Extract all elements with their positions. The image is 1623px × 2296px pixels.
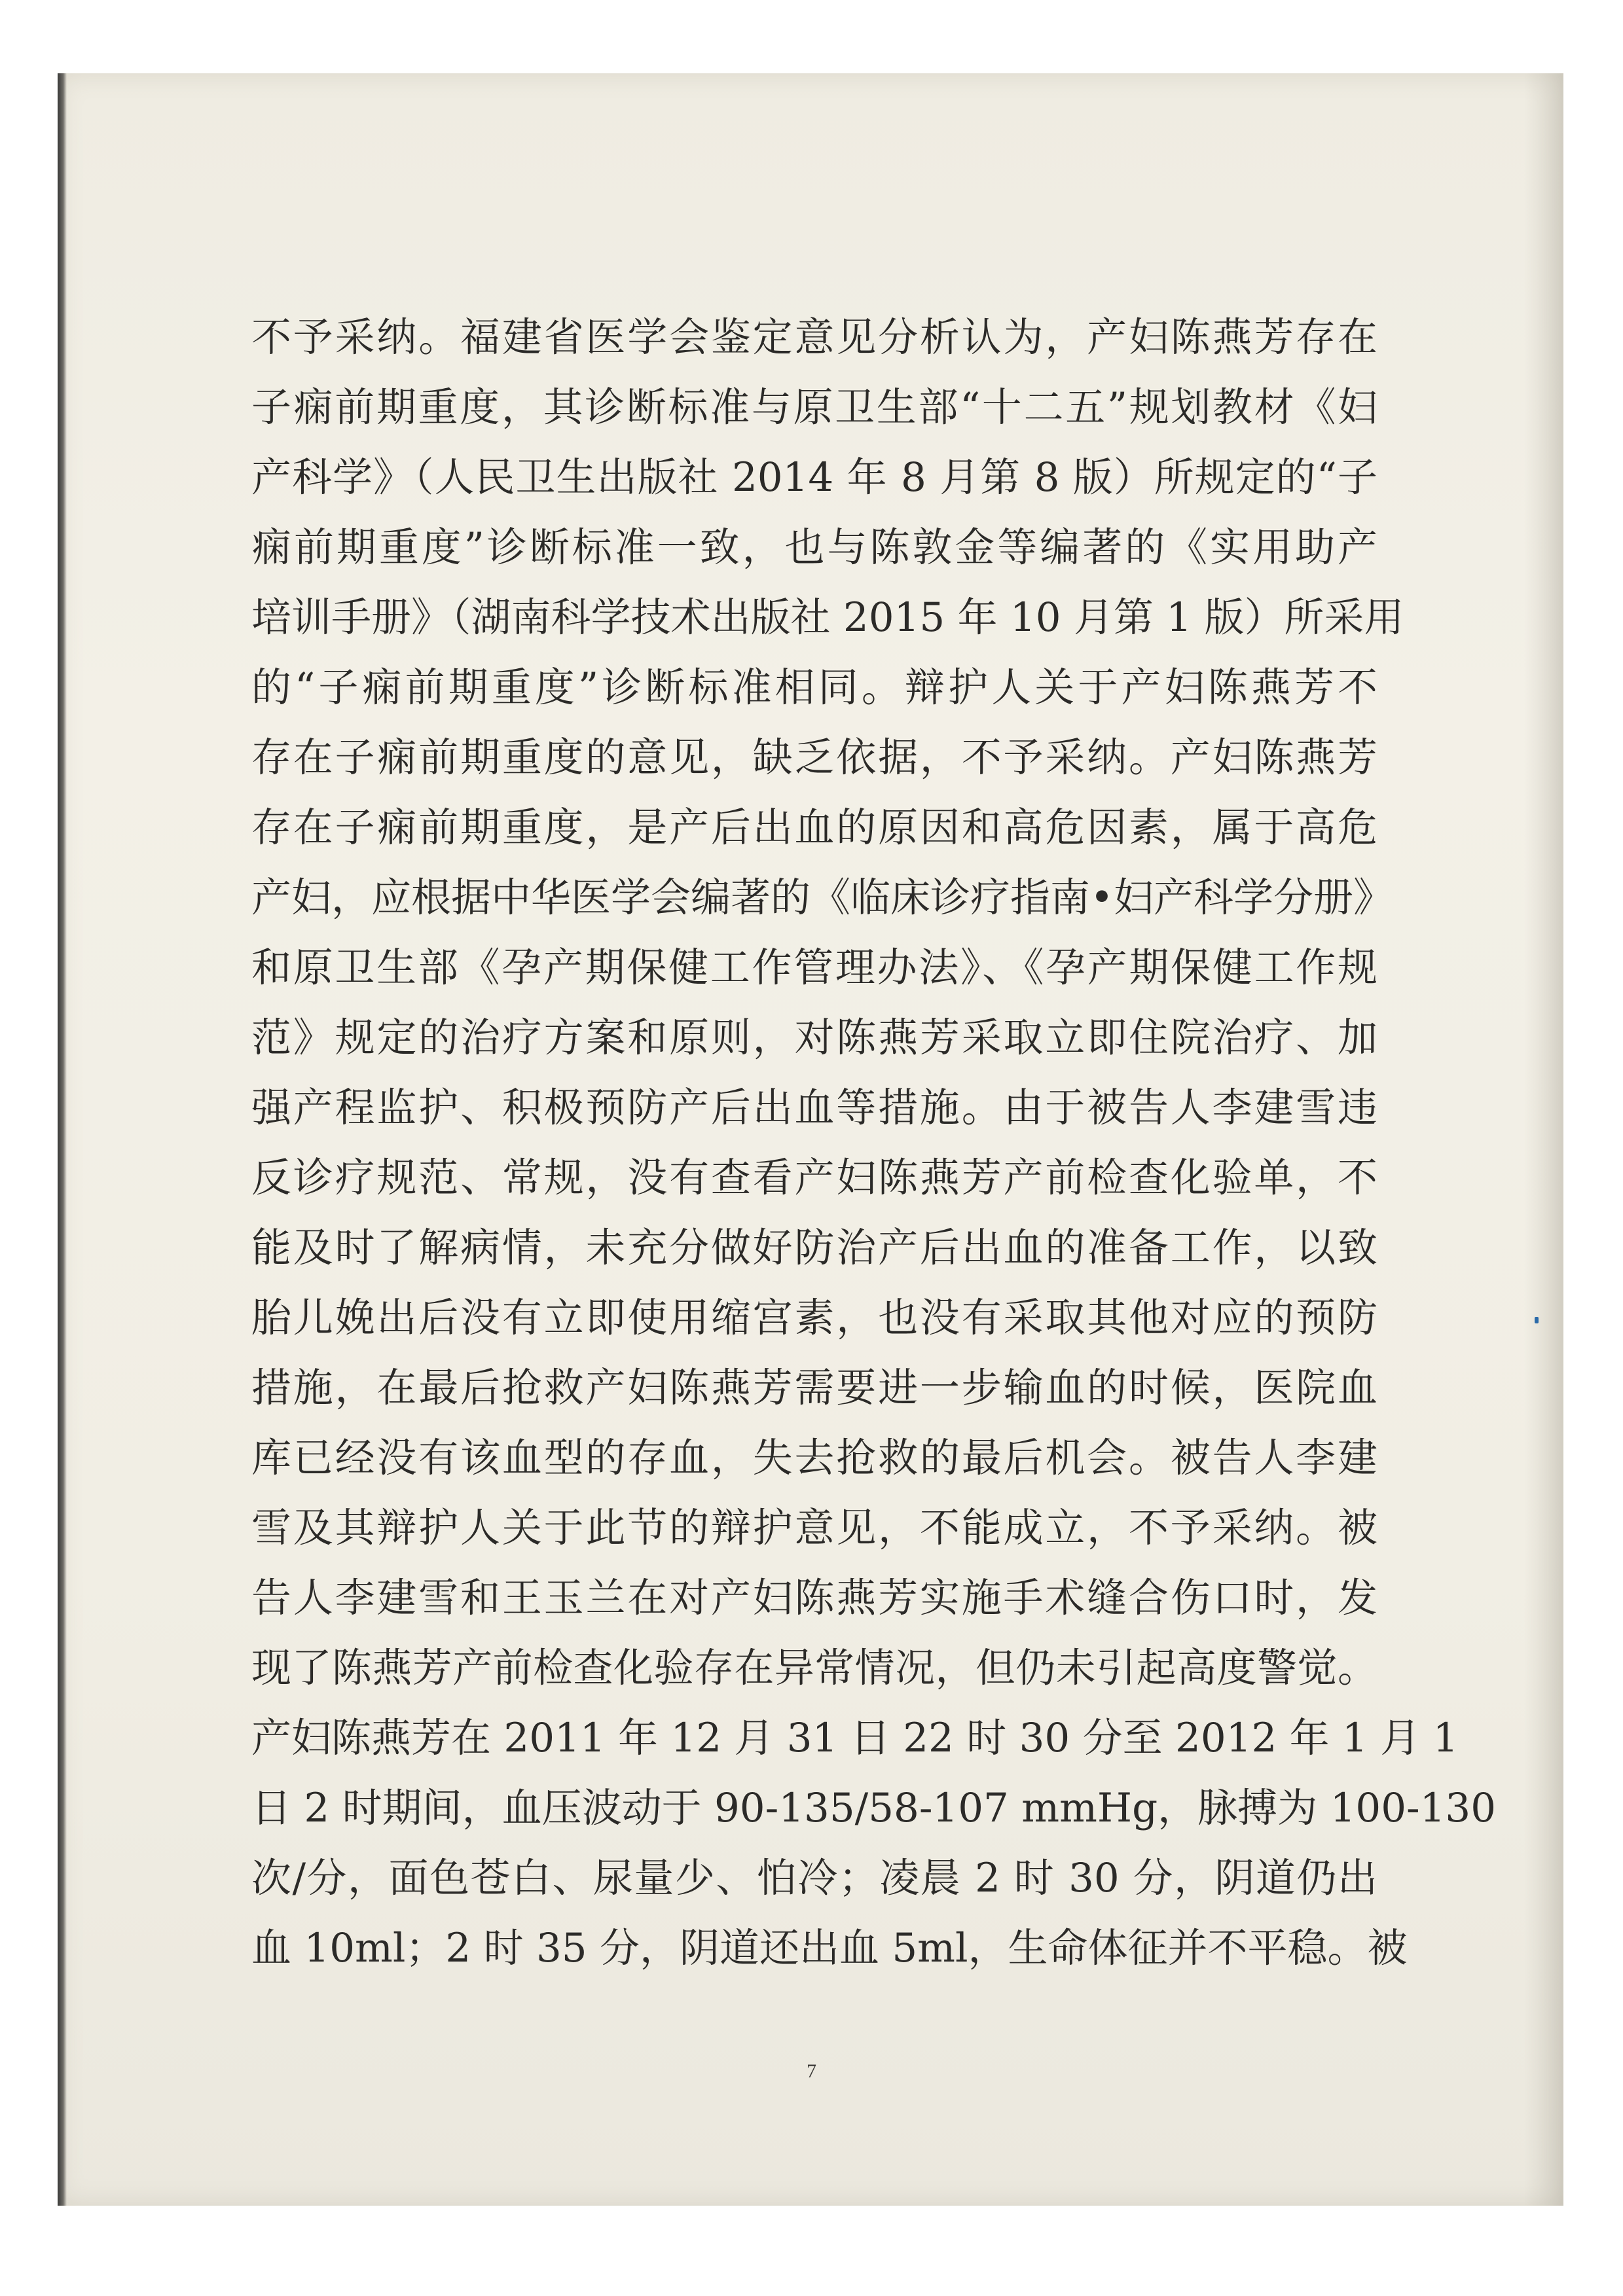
text-line: 库已经没有该血型的存血，失去抢救的最后机会。被告人李建 [251,1435,1377,1481]
binding-edge [58,73,67,2206]
text-line: 反诊疗规范、常规，没有查看产妇陈燕芳产前检查化验单，不 [251,1155,1377,1201]
body-text [251,302,1497,1983]
text-line: 措施，在最后抢救产妇陈燕芳需要进一步输血的时候，医院血 [251,1365,1377,1411]
text-line: 子痫前期重度，其诊断标准与原卫生部“十二五”规划教材《妇 [251,384,1377,431]
page-number: 7 [807,2060,816,2082]
text-line: 告人李建雪和王玉兰在对产妇陈燕芳实施手术缝合伤口时，发 [251,1575,1377,1621]
text-line: 强产程监护、积极预防产后出血等措施。由于被告人李建雪违 [251,1085,1377,1131]
text-line: 培训手册》（湖南科学技术出版社 2015 年 10 月第 1 版）所采用 [251,594,1404,641]
ink-mark [1535,1317,1539,1323]
text-line: 存在子痫前期重度，是产后出血的原因和高危因素，属于高危 [251,804,1377,851]
text-line: 血 10ml；2 时 35 分，阴道还出血 5ml，生命体征并不平稳。被 [251,1925,1408,1971]
text-line: 次/分，面色苍白、尿量少、怕冷；凌晨 2 时 30 分，阴道仍出 [251,1855,1377,1901]
text-line: 胎儿娩出后没有立即使用缩宫素，也没有采取其他对应的预防 [251,1295,1377,1341]
text-line: 不予采纳。福建省医学会鉴定意见分析认为，产妇陈燕芳存在 [251,314,1377,361]
text-line: 范》规定的治疗方案和原则，对陈燕芳采取立即住院治疗、加 [251,1014,1377,1061]
text-line: 存在子痫前期重度的意见，缺乏依据，不予采纳。产妇陈燕芳 [251,734,1377,781]
text-line: 痫前期重度”诊断标准一致，也与陈敦金等编著的《实用助产 [251,524,1377,571]
text-line: 产科学》（人民卫生出版社 2014 年 8 月第 8 版）所规定的“子 [251,454,1377,501]
text-line: 现了陈燕芳产前检查化验存在异常情况，但仍未引起高度警觉。 [251,1645,1377,1691]
text-line: 产妇陈燕芳在 2011 年 12 月 31 日 22 时 30 分至 2012 年 1 月 1 [251,1715,1459,1761]
text-line: 的“子痫前期重度”诊断标准相同。辩护人关于产妇陈燕芳不 [251,664,1377,711]
page-shadow [1524,73,1563,2206]
text-line: 能及时了解病情，未充分做好防治产后出血的准备工作，以致 [251,1225,1377,1271]
text-line: 和原卫生部《孕产期保健工作管理办法》、《孕产期保健工作规 [251,944,1377,991]
text-line: 产妇，应根据中华医学会编著的《临床诊疗指南•妇产科学分册》 [251,874,1393,921]
text-line: 雪及其辩护人关于此节的辩护意见，不能成立，不予采纳。被 [251,1505,1377,1551]
text-line: 日 2 时期间，血压波动于 90-135/58-107 mmHg，脉搏为 100-130 [251,1785,1497,1831]
